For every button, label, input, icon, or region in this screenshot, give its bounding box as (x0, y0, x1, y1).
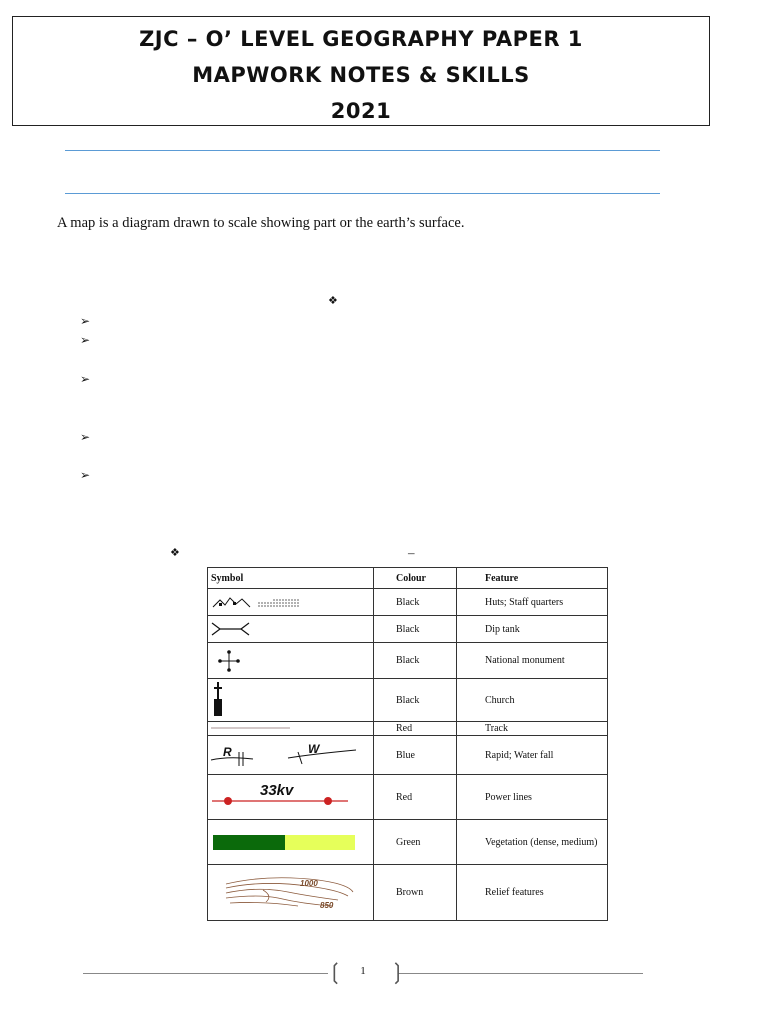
legend-colour: Black (374, 679, 457, 722)
church-symbol-icon (208, 679, 374, 722)
legend-feature: Relief features (457, 865, 608, 921)
power-line-label: 33kv (260, 782, 294, 799)
rapid-label: R (223, 745, 232, 759)
legend-colour: Black (374, 589, 457, 616)
legend-colour: Red (374, 775, 457, 820)
divider-line (65, 193, 660, 194)
waterfall-label: W (308, 742, 320, 756)
title-line-1: ZJC – O’ LEVEL GEOGRAPHY PAPER 1 (139, 27, 583, 51)
dash-mark: – (408, 545, 415, 560)
diamond-bullet-icon: ❖ (170, 547, 180, 559)
relief-contour-label-bottom: 850 (320, 900, 334, 910)
legend-colour: Brown (374, 865, 457, 921)
left-brace-icon: ❲ (326, 960, 345, 985)
intro-paragraph: A map is a diagram drawn to scale showing part or the earth’s surface. (57, 215, 465, 231)
dip-tank-symbol-icon (208, 616, 374, 643)
legend-row (208, 643, 608, 679)
footer-line-left (83, 973, 328, 974)
relief-contour-label-top: 1000 (300, 878, 318, 888)
legend-row (208, 820, 608, 865)
vegetation-symbol-icon (208, 820, 374, 865)
arrow-bullet-icon: ➢ (80, 372, 91, 386)
footer-line-right (398, 973, 643, 974)
title-line-2: MAPWORK NOTES & SKILLS (192, 63, 530, 87)
diamond-bullet-icon: ❖ (328, 295, 338, 307)
right-brace-icon: ❳ (388, 960, 407, 985)
legend-colour: Green (374, 820, 457, 865)
legend-feature: Rapid; Water fall (457, 736, 608, 775)
legend-row (208, 616, 608, 643)
legend-colour: Red (374, 722, 457, 736)
arrow-bullet-icon: ➢ (80, 468, 91, 482)
header-feature: Feature (457, 568, 608, 589)
legend-colour: Blue (374, 736, 457, 775)
legend-row (208, 589, 608, 616)
legend-row (208, 865, 608, 921)
legend-feature: Track (457, 722, 608, 736)
power-line-symbol-icon (208, 775, 374, 820)
map-legend-table (207, 567, 608, 921)
legend-feature: Dip tank (457, 616, 608, 643)
legend-feature: Power lines (457, 775, 608, 820)
legend-feature: Huts; Staff quarters (457, 589, 608, 616)
legend-colour: Black (374, 616, 457, 643)
header-colour: Colour (374, 568, 457, 589)
arrow-bullet-icon: ➢ (80, 430, 91, 444)
medium-vegetation-swatch (285, 835, 355, 850)
relief-symbol-icon (208, 865, 374, 921)
legend-row (208, 775, 608, 820)
huts-symbol-icon (208, 589, 374, 616)
arrow-bullet-icon: ➢ (80, 314, 91, 328)
legend-header-row (208, 568, 608, 589)
legend-feature: Church (457, 679, 608, 722)
arrow-bullet-icon: ➢ (80, 333, 91, 347)
header-symbol: Symbol (208, 568, 374, 589)
track-symbol-icon (208, 722, 374, 736)
legend-row (208, 679, 608, 722)
legend-feature: National monument (457, 643, 608, 679)
national-monument-symbol-icon (208, 643, 374, 679)
title-box (12, 16, 710, 126)
legend-row (208, 722, 608, 736)
legend-row (208, 736, 608, 775)
page-number: 1 (360, 965, 366, 977)
legend-feature: Vegetation (dense, medium) (457, 820, 608, 865)
rapid-waterfall-symbol-icon (208, 736, 374, 775)
title-line-3: 2021 (330, 99, 392, 123)
divider-line (65, 150, 660, 151)
dense-vegetation-swatch (213, 835, 285, 850)
legend-colour: Black (374, 643, 457, 679)
